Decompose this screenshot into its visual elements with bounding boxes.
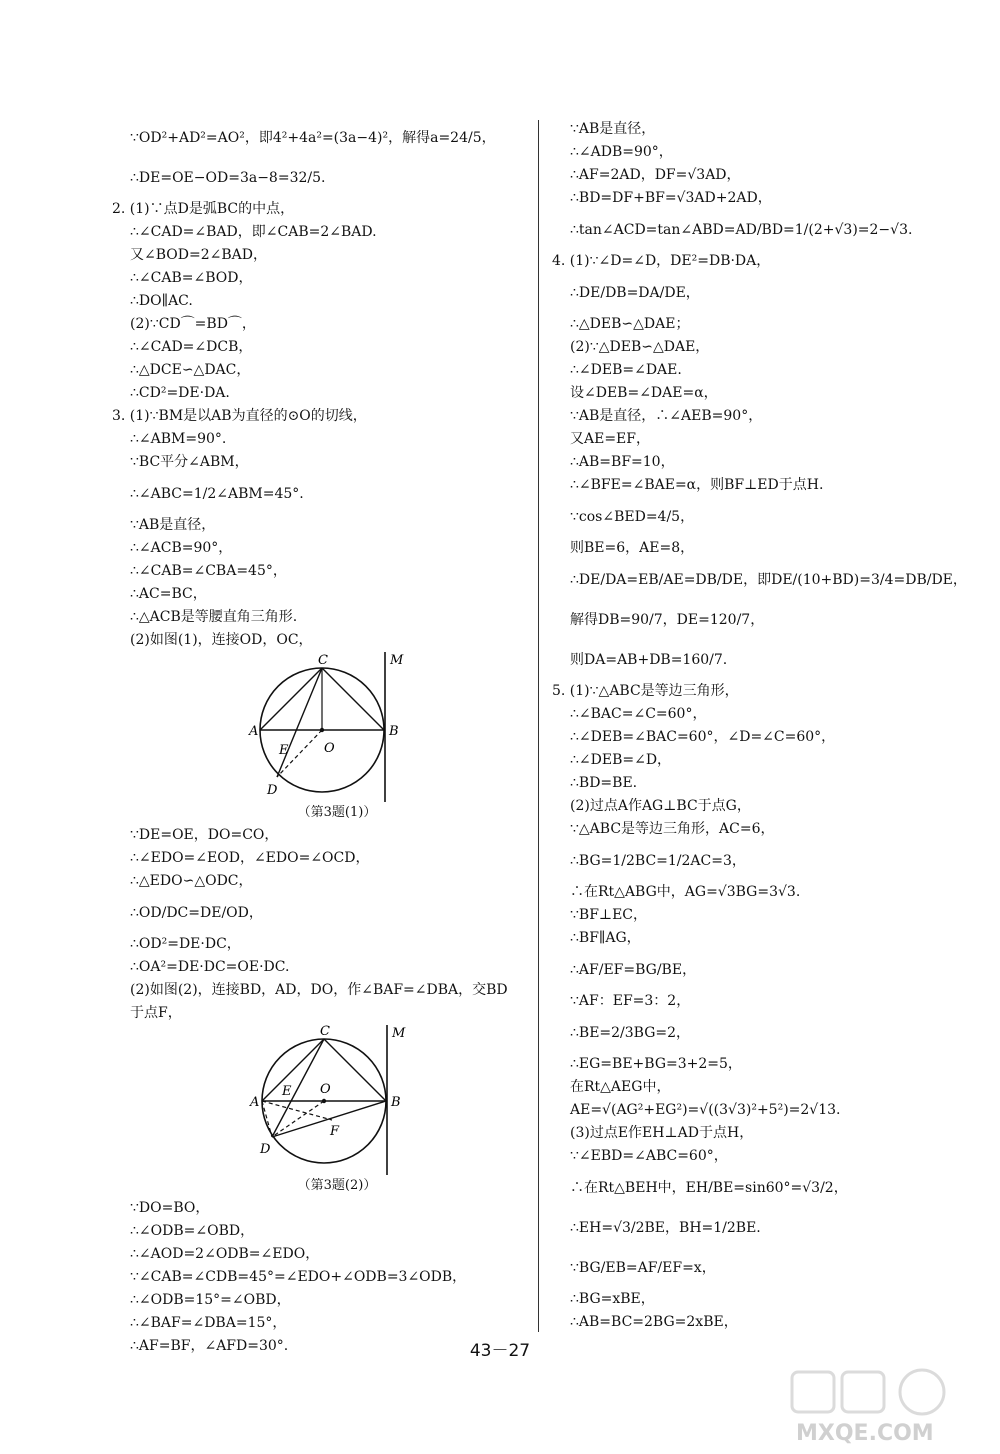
fig2-label-a: A	[250, 1095, 260, 1110]
fig1-label-d: D	[267, 783, 278, 798]
right-line: ∵AB是直径，	[570, 121, 656, 137]
left-a-line: 3. (1)∵BM是以AB为直径的⊙O的切线，	[112, 408, 367, 424]
page-number: 43－27	[469, 1341, 531, 1361]
right-line: 设∠DEB=∠DAE=α，	[570, 385, 718, 401]
fig2-label-e: E	[282, 1084, 292, 1099]
column-divider	[538, 120, 539, 1332]
right-line: ∴tan∠ACD=tan∠ABD=AD/BD=1/(2+√3)=2−√3.	[570, 222, 913, 238]
fig1-label-a: A	[249, 724, 259, 739]
right-line: ∴DE/DB=DA/DE，	[570, 285, 700, 301]
left-b-line: 于点F，	[130, 1005, 182, 1021]
left-a-line: ∵AB是直径，	[130, 517, 216, 533]
right-line: 则BE=6，AE=8，	[570, 540, 695, 556]
right-line: ∴△DEB∽△DAE；	[570, 316, 690, 332]
figure-3-2-diagram	[252, 1025, 422, 1175]
right-line: ∴DE/DA=EB/AE=DB/DE，即DE/(10+BD)=3/4=DB/DE，	[570, 572, 967, 588]
left-c-line: ∴∠ODB=15°=∠OBD，	[130, 1292, 291, 1308]
right-line: ∵BF⊥EC，	[570, 907, 648, 923]
left-a-line: ∴DO∥AC.	[130, 293, 193, 309]
left-a-line: ∴∠CAD=∠BAD，即∠CAB=2∠BAD.	[130, 224, 377, 240]
left-a-line: ∴DE=OE−OD=3a−8=32/5.	[130, 170, 326, 186]
left-c-line: ∵DO=BO，	[130, 1200, 210, 1216]
right-line: ∴∠ADB=90°，	[570, 144, 673, 160]
right-line: 4. (1)∵∠D=∠D，DE²=DB·DA，	[552, 253, 771, 269]
fig2-label-m: M	[392, 1026, 406, 1041]
right-line: ∴EH=√3/2BE，BH=1/2BE.	[570, 1220, 761, 1236]
left-b-line: ∴OD²=DE·DC，	[130, 936, 241, 952]
figure-3-1-diagram	[249, 652, 422, 802]
right-line: ∴EG=BE+BG=3+2=5，	[570, 1056, 742, 1072]
right-line: ∵△ABC是等边三角形，AC=6，	[570, 821, 775, 837]
left-a-line: 2. (1)∵点D是弧BC的中点，	[112, 201, 295, 217]
right-line: 解得DB=90/7，DE=120/7，	[570, 612, 765, 628]
fig1-label-c: C	[318, 653, 328, 668]
right-line: ∴BD=DF+BF=√3AD+2AD，	[570, 190, 772, 206]
left-c-line: ∴∠AOD=2∠ODB=∠EDO，	[130, 1246, 320, 1262]
left-a-line: ∴∠ABC=1/2∠ABM=45°.	[130, 486, 304, 502]
left-c-line: ∴∠BAF=∠DBA=15°，	[130, 1315, 287, 1331]
left-b-line: (2)如图(2)，连接BD，AD，DO，作∠BAF=∠DBA，交BD	[130, 982, 508, 998]
left-a-line: ∴∠ACB=90°，	[130, 540, 233, 556]
figure-3-2-caption: （第3题(2)）	[297, 1178, 377, 1193]
right-line: ∴BE=2/3BG=2，	[570, 1025, 691, 1041]
left-c-line: ∵∠CAB=∠CDB=45°=∠EDO+∠ODB=3∠ODB，	[130, 1269, 467, 1285]
right-line: (3)过点E作EH⊥AD于点H，	[570, 1125, 754, 1141]
fig2-label-c: C	[320, 1024, 330, 1039]
right-line: ∴BG=xBE，	[570, 1291, 655, 1307]
right-line: 又AE=EF，	[570, 431, 650, 447]
right-line: ∴BF∥AG，	[570, 930, 641, 946]
left-a-line: ∴∠CAB=∠CBA=45°，	[130, 563, 287, 579]
right-line: ∴AF/EF=BG/BE，	[570, 962, 697, 978]
right-line: ∴AB=BF=10，	[570, 454, 675, 470]
figure-3-2	[252, 1025, 422, 1197]
right-line: 5. (1)∵△ABC是等边三角形，	[552, 683, 739, 699]
figure-3-1-caption: （第3题(1)）	[297, 805, 377, 820]
watermark-logo	[782, 1366, 982, 1446]
right-line: ∴在Rt△BEH中，EH/BE=sin60°=√3/2，	[570, 1180, 848, 1196]
figure-3-1	[249, 652, 422, 824]
fig2-label-b: B	[391, 1095, 401, 1110]
left-a-line: ∴∠ABM=90°.	[130, 431, 227, 447]
left-a-line: ∴AC=BC，	[130, 586, 207, 602]
right-line: ∴∠DEB=∠D，	[570, 752, 672, 768]
left-c-line: ∴∠ODB=∠OBD，	[130, 1223, 255, 1239]
fig1-label-b: B	[389, 724, 399, 739]
left-b-line: ∴OD/DC=DE/OD，	[130, 905, 263, 921]
left-a-line: (2)∵CD⌒=BD⌒，	[130, 316, 256, 332]
right-line: 在Rt△AEG中，	[570, 1079, 671, 1095]
right-line: ∵AB是直径，∴∠AEB=90°，	[570, 408, 763, 424]
right-line: ∴∠BFE=∠BAE=α，则BF⊥ED于点H.	[570, 477, 824, 493]
right-line: ∵BG/EB=AF/EF=x，	[570, 1260, 716, 1276]
left-a-line: 又∠BOD=2∠BAD，	[130, 247, 267, 263]
right-line: ∴在Rt△ABG中，AG=√3BG=3√3.	[570, 884, 801, 900]
right-line: (2)过点A作AG⊥BC于点G，	[570, 798, 751, 814]
fig2-label-f: F	[330, 1124, 340, 1139]
fig1-label-o: O	[324, 741, 335, 756]
left-a-line: (2)如图(1)，连接OD，OC，	[130, 632, 313, 648]
left-a-line: ∴∠CAD=∠DCB，	[130, 339, 253, 355]
left-b-line: ∴OA²=DE·DC=OE·DC.	[130, 959, 290, 975]
left-b-line: ∴∠EDO=∠EOD，∠EDO=∠OCD，	[130, 850, 370, 866]
right-line: ∴∠DEB=∠BAC=60°，∠D=∠C=60°，	[570, 729, 836, 745]
right-line: ∵cos∠BED=4/5，	[570, 509, 695, 525]
right-line: ∴AB=BC=2BG=2xBE，	[570, 1314, 738, 1330]
left-a-line: ∴∠CAB=∠BOD，	[130, 270, 253, 286]
svg-text:MXQE.COM: MXQE.COM	[796, 1421, 934, 1446]
left-c-line: ∴AF=BF，∠AFD=30°.	[130, 1338, 289, 1354]
left-b-line: ∴△EDO∽△ODC，	[130, 873, 253, 889]
right-line: ∴AF=2AD，DF=√3AD，	[570, 167, 741, 183]
right-line: AE=√(AG²+EG²)=√((3√3)²+5²)=2√13.	[570, 1102, 841, 1118]
right-line: ∴BD=BE.	[570, 775, 638, 791]
right-column	[552, 118, 967, 1334]
right-line: ∵∠EBD=∠ABC=60°，	[570, 1148, 728, 1164]
right-line: ∴BG=1/2BC=1/2AC=3，	[570, 853, 746, 869]
fig1-label-m: M	[390, 653, 404, 668]
left-a-line: ∵BC平分∠ABM，	[130, 454, 249, 470]
right-line: ∴∠DEB=∠DAE.	[570, 362, 682, 378]
right-line: (2)∵△DEB∽△DAE，	[570, 339, 710, 355]
left-a-line: ∵OD²+AD²=AO²，即4²+4a²=(3a−4)²，解得a=24/5，	[130, 130, 496, 146]
left-a-line: ∴CD²=DE·DA.	[130, 385, 230, 401]
right-line: ∴∠BAC=∠C=60°，	[570, 706, 707, 722]
right-line: ∵AF：EF=3：2，	[570, 993, 691, 1009]
right-line: 则DA=AB+DB=160/7.	[570, 652, 728, 668]
left-column	[112, 118, 527, 1358]
left-a-line: ∴△ACB是等腰直角三角形.	[130, 609, 298, 625]
left-b-line: ∵DE=OE，DO=CO，	[130, 827, 279, 843]
fig1-label-e: E	[279, 743, 289, 758]
fig2-label-o: O	[320, 1082, 331, 1097]
left-a-line: ∴△DCE∽△DAC，	[130, 362, 251, 378]
fig2-label-d: D	[260, 1142, 271, 1157]
